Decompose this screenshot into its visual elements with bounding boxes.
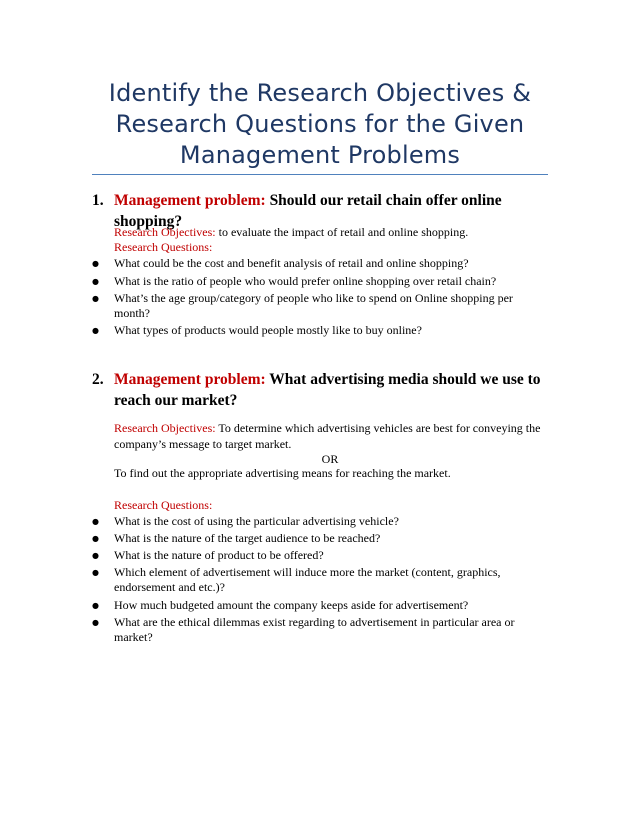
section-1-objectives-label: Research Objectives: — [114, 225, 216, 239]
section-1-number: 1. — [92, 192, 104, 209]
title-line-3: Management Problems — [179, 141, 461, 169]
section-1-problem-label: Management problem: — [114, 192, 266, 209]
section-2-question-5: How much budgeted amount the company keeps aside for advertisement? — [114, 598, 469, 612]
section-1-objectives — [114, 225, 468, 240]
section-2-problem-label: Management problem: — [114, 371, 266, 388]
section-2-alt-objective: To find out the appropriate advertising means for reaching the market. — [114, 466, 451, 480]
section-2-problem-text: What advertising media should we use to reach our market? — [114, 371, 541, 409]
section-1-questions-label: Research Questions: — [114, 240, 213, 254]
bullet-icon: ● — [92, 294, 99, 303]
section-2-question-6: What are the ethical dilemmas exist regarding to advertisement in particular area or market? — [114, 615, 515, 644]
section-2-number: 2. — [92, 371, 104, 388]
section-1-question-2: What is the ratio of people who would prefer online shopping over retail chain? — [114, 274, 497, 288]
title-divider — [92, 174, 548, 175]
section-2-objectives-label: Research Objectives: — [114, 421, 216, 435]
section-2-or: OR — [321, 452, 339, 466]
section-1-problem-text: Should our retail chain offer online shopping? — [114, 192, 502, 230]
section-1-question-1: What could be the cost and benefit analysis of retail and online shopping? — [114, 256, 469, 270]
section-2-objectives-text-2: company’s message to target market. — [114, 437, 292, 451]
section-1-question-4: What types of products would people mostly like to buy online? — [114, 323, 422, 337]
bullet-icon: ● — [92, 568, 99, 577]
section-2-question-1: What is the cost of using the particular advertising vehicle? — [114, 514, 399, 528]
section-2-question-3: What is the nature of product to be offered? — [114, 548, 324, 562]
bullet-icon: ● — [92, 551, 99, 560]
bullet-icon: ● — [92, 326, 99, 335]
bullet-icon: ● — [92, 259, 99, 268]
section-2-question-4: Which element of advertisement will induce more the market (content, graphics, endorsement and etc.)? — [114, 565, 501, 594]
section-2-question-2: What is the nature of the target audience to be reached? — [114, 531, 381, 545]
page-title — [92, 78, 548, 171]
section-2-questions-label: Research Questions: — [114, 498, 213, 512]
section-1-question-3: What’s the age group/category of people who like to spend on Online shopping per month? — [114, 291, 513, 320]
section-2-problem — [92, 369, 562, 411]
section-1-objectives-text: to evaluate the impact of retail and online shopping. — [215, 225, 469, 239]
bullet-icon: ● — [92, 534, 99, 543]
title-line-2: Research Questions for the Given — [115, 110, 525, 138]
bullet-icon: ● — [92, 277, 99, 286]
bullet-icon: ● — [92, 618, 99, 627]
bullet-icon: ● — [92, 517, 99, 526]
section-2-objectives-text-1: To determine which advertising vehicles are best for conveying the — [215, 421, 541, 435]
section-2-objectives — [114, 421, 540, 436]
title-line-1: Identify the Research Objectives & — [108, 79, 532, 107]
bullet-icon: ● — [92, 601, 99, 610]
